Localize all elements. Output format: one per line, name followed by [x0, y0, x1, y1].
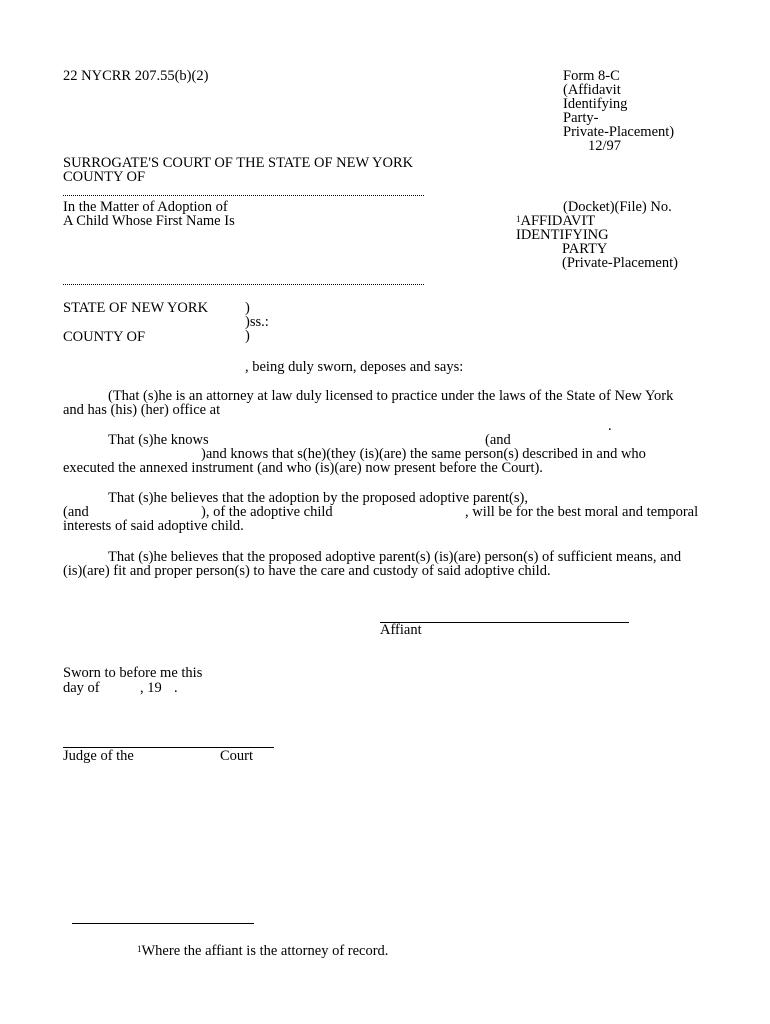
title-line-1: AFFIDAVIT: [520, 213, 596, 229]
form-number: Form 8-C: [563, 68, 620, 84]
court-name: SURROGATE'S COURT OF THE STATE OF NEW YORK: [63, 155, 414, 171]
p3-line-1: That (s)he believes that the adoption by the proposed adoptive parent(s),: [108, 490, 528, 506]
p1-line-1: (That (s)he is an attorney at law duly licensed to practice under the laws of the State of New York: [108, 388, 674, 404]
p2-line-1a: That (s)he knows: [108, 432, 209, 448]
p3-line-3: interests of said adoptive child.: [63, 518, 244, 534]
caption-divider-top: [63, 195, 424, 196]
venue-ss-bracket: [245, 301, 269, 343]
title-footnote-mark: 1: [516, 214, 521, 224]
form-desc-2: Identifying: [563, 96, 628, 112]
court-county: COUNTY OF: [63, 169, 146, 185]
form-number-block: [563, 69, 674, 153]
judge-label: Judge of the: [63, 748, 134, 764]
court-heading: [63, 156, 413, 184]
p3-line-2b: ), of the adoptive child: [201, 504, 333, 520]
footnote-text: Where the affiant is the attorney of record.: [141, 943, 389, 959]
sworn-before-line-1: Sworn to before me this: [63, 665, 203, 681]
affidavit-title: [516, 214, 678, 270]
p1-line-2: and has (his) (her) office at: [63, 402, 221, 418]
title-line-3: PARTY: [562, 241, 608, 257]
p4-line-1: That (s)he believes that the proposed adoptive parent(s) (is)(are) person(s) of sufficient means, and: [108, 549, 682, 565]
paragraph-1: [63, 389, 713, 417]
p2-line-3: executed the annexed instrument (and who (is)(are) now present before the Court).: [63, 460, 543, 476]
form-date: 12/97: [588, 138, 622, 154]
title-line-2: IDENTIFYING: [516, 227, 609, 243]
venue-state: STATE OF NEW YORK: [63, 300, 209, 316]
p3-line-2a: (and: [63, 504, 89, 520]
affiant-label: Affiant: [380, 622, 422, 638]
venue-paren-1: ): [245, 300, 250, 316]
venue-county: COUNTY OF: [63, 329, 146, 345]
title-line-4: (Private-Placement): [562, 255, 678, 271]
p2-line-1b: (and: [485, 432, 511, 448]
p3-line-2c: , will be for the best moral and temporal: [465, 504, 699, 520]
sworn-year: , 19: [140, 680, 162, 696]
paragraph-4: [63, 550, 713, 578]
sworn-period: .: [174, 680, 178, 696]
form-desc-1: (Affidavit: [563, 82, 621, 98]
matter-line-1: In the Matter of Adoption of: [63, 199, 228, 215]
court-label: Court: [220, 748, 254, 764]
sworn-day-of: day of: [63, 680, 100, 696]
p2-line-2: )and knows that s(he)(they (is)(are) the same person(s) described in and who: [201, 446, 646, 462]
form-desc-3: Party-: [563, 110, 599, 126]
p1-period: .: [608, 418, 612, 434]
p4-line-2: (is)(are) fit and proper person(s) to have the care and custody of said adoptive child.: [63, 563, 551, 579]
matter-line-2: A Child Whose First Name Is: [63, 213, 235, 229]
caption-divider-bottom: [63, 284, 424, 285]
footnote-mark: 1: [137, 944, 142, 954]
docket-number: (Docket)(File) No.: [563, 199, 672, 215]
venue-ss: )ss.:: [245, 314, 269, 330]
footnote-separator: [72, 923, 254, 924]
rule-citation: 22 NYCRR 207.55(b)(2): [63, 68, 209, 84]
sworn-statement: , being duly sworn, deposes and says:: [245, 359, 464, 375]
matter-caption: [63, 200, 235, 228]
footnote: [137, 944, 388, 958]
form-desc-4: Private-Placement): [563, 124, 675, 140]
venue-paren-2: ): [245, 328, 250, 344]
